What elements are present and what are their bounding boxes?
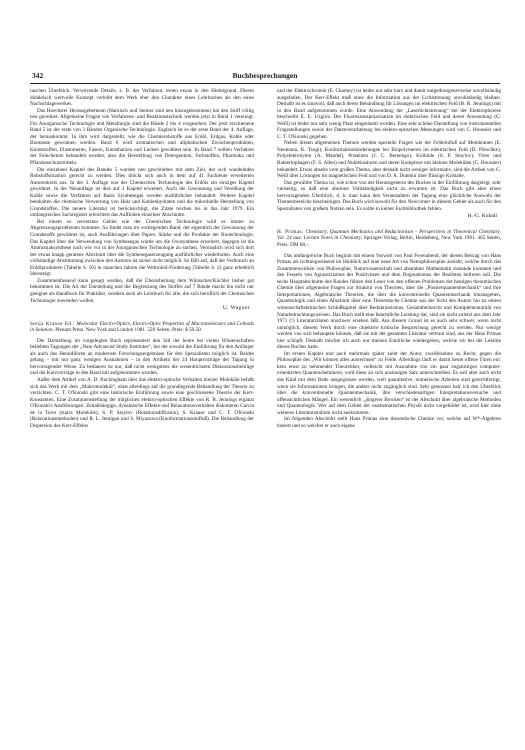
reviewer-signature: H.-G. Kuball bbox=[467, 213, 497, 220]
paragraph: und der Elektrochromie (E. Charney) ist leider nur sehr kurz und damit notgedrungenerweise unvollständig ausgefallen. Der Kerr-Effekt muß ohne die Information aus der Lichtstreuung unvollständig bleiben. Deshalb ist es sinnvoll, daß auch deren Behandlung für Lösungen im elektrischen Feld (B. R. Jennings) mit in den Band aufgenommen wurde. Eine Anwendung der „Laserlichtstreuung“ bei der Elektrophorese beschreibt E. E. Uzgiris. Der Fluoreszenzpolarisation im elektrischen Feld und deren Anwendung (G. Weill) ist leider nur sehr wenig Platz eingeräumt worden. Eine sehr schöne Darstellung von instrumentellen Fragestellungen sowie der Datenverarbeitung bei elektro-optischen Messungen wird von C. Houssier und C. T. O'Konski gegeben. bbox=[277, 88, 501, 140]
right-column bbox=[277, 88, 501, 429]
running-header bbox=[30, 70, 500, 84]
reviewer-signature: U. Wagner bbox=[222, 305, 250, 312]
section-title: Buchbesprechungen bbox=[232, 71, 298, 80]
ref-publisher: Springer-Verlag, Berlin, Heidelberg, New York 1981. 465 Seiten, Preis: DM 68,–. bbox=[277, 235, 501, 249]
ref-publisher: Plenum Press. New York and London 1981. 520 Seiten, Preis: $ 59.50. bbox=[55, 327, 203, 334]
ref-author: Sonja Krause Ed.: bbox=[30, 320, 75, 327]
paragraph: Das umfangreiche Buch beginnt mit einem Vorwort von Paul Feyerabend, der diesen Beitrag von Hans Primas als richtungweisend im Hinblick auf eine neue Art von Naturphilosophie ansieht, welche durch das Zusammenwirken von Philosophie, Naturwissenschaft und abstrakter Mathematik zustande kommen und den Fesseln von Agnostizismus der Positivisten und dem Dogmatismus der Realisten befreien soll. Die sechs Hauptabschnitte des Bandes führen den Leser von den offenen Problemen der heutigen theoretischen Chemie über allgemeine Fragen zur Struktur von Theorien, über die „Pionierquantenmechanik“ und ihre Interpretationen, Algebraische Theorien, die über die konventionelle Quantenmechanik hinausgehen, Quantenlogik und einen Abschnitt über eine Theoretische Chemie aus der Sicht des Autors hin zu einem wissenschaftskritischen Schlußkapitel über Reduktionismus, Gesamtheitssicht und Komplementarität von Naturbetrachtungsweisen. Das Buch stellt eine beachtliche Leistung dar, sind sie nicht zuletzt aus dem Jahr 1971 (!) Literaturzitaten unschwer ersehen läßt. Aus diesem Grund ist es auch sehr schwer, wenn nicht unmöglich, diesem Werk durch eine objektive kritische Besprechung gerecht zu werden. Nur wenige werden von sich behaupten können, daß sie mit der gesamten Literatur vertraut sind, aus der Hans Primas hier schöpft. Deshalb möchte ich auch nur meinen Eindrücke wiedergeben, welche ich bei der Lektüre dieses Buches hatte. bbox=[277, 252, 501, 351]
ref-author: H. Primas: bbox=[277, 228, 304, 235]
ref-title: Chemistry, Quantum Mechanics and Reductionism – Perspectives in Theoretical Chemistry. Vol. 24 aus: Lecture Notes in Chemistry. bbox=[277, 228, 501, 242]
paragraph: Außer dem Artikel von A. D. Buckingham über das elektro-optische Verhalten kleiner Moleküle befaßt sich das Werk mit dem „Makromolekül“, ohne allerdings auf die grundlegende Behandlung der Theorie zu verzichten. C. T. O'Konski gibt eine historische Einführung sowie eine geschlossene Theorie der Kerr-Konstanten. Eine Zusammenstellung der möglichen elektro-optischen Effekte von R. B. Jennings ergänzt O'Konski's Ausführungen. Zeitabhängige, dynamische Effekte und Relaxationsverhalten diskutieren Garcia de la Torre (starre Moleküle), S. P. Stoylov (Rotationsdiffusion), S. Krause und C. T. O'Konski (Relaxationsmethoden) und R. L. Jernigan und S. Miyazawa (Konformationseinfluß). Die Behandlung der Dispersion des Kerr-Effekts bbox=[30, 376, 254, 429]
left-column bbox=[30, 88, 254, 429]
paragraph: Das Hoechster Herausgeberteam (Harnisch und Steiner sind neu hinzugekommen) hat den Stoff völlig neu geordnet. Allgemeine Fragen wie Verfahrens- und Reaktionstechnik werden jetzt in Band 1 vereinigt. Für Anorganische Technologie und Metallurgie sind die Bände 2 bis 4 vorgesehen. Der jetzt erschienene Band 5 ist der erste von 3 Bänden Organische Technologie. Zugleich ist es der erste Band der 4. Auflage, der herauskommt. In ihm wird dargestellt, wie die Chemierohstoffe aus Erdöl, Erdgas, Kohle oder Biomasse gewonnen werden. Band 6 wird aromatischen und aliphatischen Zwischenprodukten, Kunststoffen, Elastomeren, Fasern, Kunstharzen und Lacken gewidmet sein. In Band 7 sollten Verfahren der Feinchemie behandelt werden, also die Herstellung von Detergentien, Farbstoffen, Pharmaka und Pflanzenschutzmitteln. bbox=[30, 107, 254, 167]
paragraph: Bei einem so vernetzten Gebiet wie der Chemischen Technologie wird es immer zu Abgrenzungsproblemen kommen. So findet man im vorliegenden Band, der eigentlich der Gewinnung der Grundstoffe gewidmet ist, auch Ausführungen über Papier, Stärke und die Produkte der Biotechnologie. Das Kapitel über die Verwendung von Synthesegas wurde um die Oxosynthese erweitert, dagegen ist die Ammoniaksynthese nach wie vor in der Anorganischen Technologie zu suchen. Vermutlich wird sich dort der etwas knapp geratene Abschnitt über die Synthesegaserzeugung ausführlicher wiederholen. Auch eine vollständige Abstimmung zwischen den Autoren ist sicher nicht möglich. So fällt auf, daß der Verbrauch an Erdölprodukten (Tabelle S. 50) in manchen Jahren die Weltrohöl-Förderung (Tabelle S. 2) ganz erheblich übersteigt. bbox=[30, 218, 254, 278]
paragraph: Zusammenfassend kann gesagt werden, daß die Überarbeitung dem Winnacker/Küchler bisher gut bekommen ist. Die Art der Darstellung und die Begrenzung des Stoffes auf 7 Bände macht ihn nicht nur geeignet als Handbuch für Praktiker, sondern auch als Lehrbuch für alle, die sich beruflich der Chemischen Technologie zuwenden wollen. bbox=[30, 277, 254, 304]
book-reference bbox=[277, 229, 501, 249]
paragraph: Im ersten Kapitel und auch mehrmals später zieht der Autor, zweifelsohne zu Recht, gegen die Philosophie des „Wir können alles ausrechnen“ zu Felde. Allerdings läuft er damit heute offene Türen ein: kein ernst zu nehmender Theoretiker, vielleicht mit Ausnahme von ein paar engstirnigen computer-orientierten Quantenchemikern, wird diese an sich unsinnigen Satz unterschreiben. Es soll aber auch nicht das Kind mit dem Bade ausgegossen werden, weil quantitative, numerische Arbeiten sind gerechtfertigt, wenn sie Informationen bringen, die anders nicht zugänglich sind. Sehr gestossen hab' ich den Überblick über die konventionelle Quantenmechanik, ihre verschiedenartigen Interpretationsversuche und offensichtlichen Mängel. Ein wesentlich „jüngerer Brocken“ ist der Abschnitt über algebraische Methoden und Quantenlogik. Wer auf dem Gebiet der mathematischen Physik nicht vorgebildet ist, wird hier ohne weiteres Literaturstudium nicht auskommen. bbox=[277, 350, 501, 416]
page-number: 342 bbox=[32, 71, 44, 80]
paragraph: Die Darstellung im vorgelegten Buch repräsentiert den Stil der heute bei vielen Wissenschaften beliebten Tagungen der „Nato Advanced Study Institutes“, bei der sowohl die Einführung für den Anfänger als auch das Heranführen an modernste Forschungsergebnisse für den Spezialisten möglich ist. Beides gelang – mit nur ganz wenigen Ausnahmen – in den Artikeln der 24 Hauptvorträge der Tagung in hervorragender Weise. Zu bedauern ist nur, daß nicht wenigstens die wesentlichsten Diskussionsbeiträge und die Kurzvorträge in den Band mit aufgenommen wurden. bbox=[30, 337, 254, 377]
paragraph: Das gewählte Thema ist, wie schon von der Herausgeberin des Buches in der Einführung dargelegt, sehr vielseitig, so daß eine absolute Vollständigkeit nicht zu erwarten ist. Das Buch gibt aber einen hervorragenden Überblick, d. h. man kann den Veranstaltern der Tagung eine glückliche Auswahl der Themenbereiche bescheinigen. Das Buch wird sowohl für den Newcomer in diesem Gebiet als auch für den Spezialisten von großem Nutzen sein. Es sollte in keiner Fachbibliothek fehlen. bbox=[277, 179, 501, 212]
paragraph: Die einzelnen Kapitel des Bandes 5 wurden neu geschrieben mit dem Ziel, der sich wandelnden Rohstoffsituation gerecht zu werden. Dies drückt sich auch in dem auf 41 Fachleute erweiterten Autorenkreis aus. In der 3. Auflage war der Chemischen Technologie des Erdöls ein einziges Kapitel gewidmet. In der Neuauflage ist dies auf 3 Kapitel erweitert. Auch die Gewinnung und Veredlung der Kohle sowie die Verfahren auf Basis Synthesegas werden ausführlicher behandelt. Weitere Kapitel beinhalten die chemische Verwertung von Holz und Kohlenhydraten und die mikrobielle Herstellung von Grundstoffen. Die neuere Literatur ist berücksichtigt, die Zitate reichen bis in das Jahr 1979. Ein umfangreiches Sachregister erleichtert das Auffinden einzelner Abschnitte. bbox=[30, 166, 254, 219]
paragraph: Im folgenden Abschnitt stellt Hans Primas eine theoretische Chemie vor, welche auf W*-Algebren basiert und so welcher er auch eigene bbox=[277, 416, 501, 429]
book-reference bbox=[30, 321, 254, 334]
paragraph: Neben diesen allgemeinen Themen werden spezielle Fragen wie der Feldeinfluß auf Membranen (E. Neumann, K. Tsugi), Konformationsänderungen bei Biopolymeren im elektrischen Feld (D. Pörschke), Polyelektrolyten (A. Mandel), Proteinen (J. C. Bernengo), Kolloide (S. P. Stoylov), Viren und Bakteriophagen (F. S. Allen) und Nukleinsäuren und deren Komplexe mit kleinen Molekülen (C. Houssier) behandelt. Etwas abseits vom großen Thema, aber deshalb nicht weniger informativ, sind die Artikel von G. Weill über Lösungen im magnetischen Feld und von D. A. Dunmur über flüssige Kristalle. bbox=[277, 140, 501, 180]
paragraph: raschen Überblick. Verwirrende Details, z. B. der Verfahren, treten etwas in den Hintergrund. Dieses didaktisch wertvolle Konzept verleiht dem Werk eher den Charakter eines Lehrbuches als den eines Nachschlagewerkes. bbox=[30, 88, 254, 108]
ref-title: Molecular Electro-Optics, Electro-Optic Properties of Macromolecules and Colloids in Solution. bbox=[30, 320, 255, 334]
